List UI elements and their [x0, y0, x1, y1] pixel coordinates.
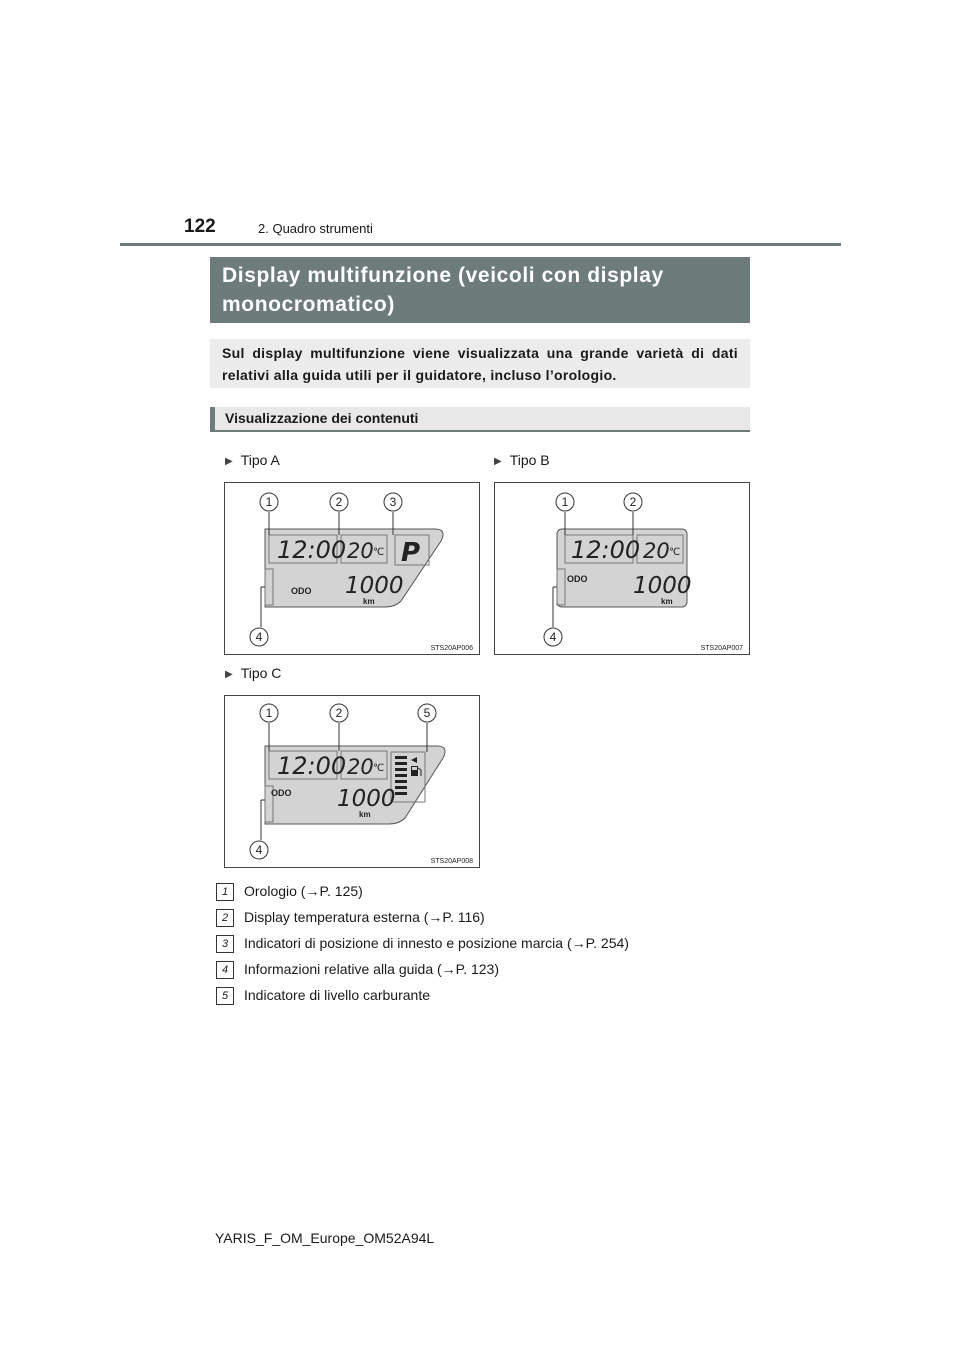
legend-item: [216, 958, 499, 980]
intro-text: Sul display multifunzione viene visualizzata una grande varietà di dati relativi alla guida utili per il guidatore, incluso l’orologio.: [210, 339, 750, 388]
odo-label: ODO: [271, 788, 292, 798]
section-title: Display multifunzione (veicoli con display monocromatico): [210, 257, 750, 323]
clock-readout: 12:00: [571, 536, 641, 564]
odometer-readout: 1000: [345, 573, 404, 599]
temperature-unit: ℃: [373, 763, 385, 774]
odo-label: ODO: [567, 574, 588, 584]
figure-code: STS20AP008: [430, 858, 473, 865]
temperature-unit: ℃: [669, 547, 681, 558]
clock-readout: 12:00: [277, 752, 347, 780]
legend-text: Indicatori di posizione di innesto e posizione marcia (→P. 254): [244, 935, 629, 951]
temperature-readout: 20: [347, 755, 374, 779]
figure-type-c: [224, 695, 480, 868]
callout-1: 1: [265, 706, 273, 720]
legend-number: 5: [216, 987, 234, 1005]
temperature-readout: 20: [347, 539, 374, 563]
callout-1: 1: [265, 495, 273, 509]
callout-4: 4: [549, 630, 557, 644]
callout-4: 4: [255, 843, 263, 857]
odometer-readout: 1000: [337, 786, 396, 812]
chapter-title: 2. Quadro strumenti: [258, 221, 373, 236]
type-b-label: ▶ Tipo B: [494, 452, 550, 468]
callout-3: 3: [389, 495, 397, 509]
legend-number: 1: [216, 883, 234, 901]
temperature-unit: ℃: [373, 547, 385, 558]
callout-2: 2: [629, 495, 637, 509]
gear-indicator: P: [401, 538, 421, 568]
legend-text: Informazioni relative alla guida (→P. 123): [244, 961, 499, 977]
triangle-bullet-icon: ▶: [225, 669, 233, 680]
callout-4: 4: [255, 630, 263, 644]
callout-2: 2: [335, 495, 343, 509]
page-number: 122: [184, 216, 216, 237]
distance-unit: km: [661, 597, 673, 606]
callout-5: 5: [423, 706, 431, 720]
figure-code: STS20AP007: [700, 645, 743, 652]
header-rule: [120, 243, 841, 246]
type-c-label: ▶ Tipo C: [225, 665, 282, 681]
legend-number: 3: [216, 935, 234, 953]
clock-readout: 12:00: [277, 536, 347, 564]
legend-item: [216, 932, 629, 954]
legend-number: 2: [216, 909, 234, 927]
odometer-readout: 1000: [633, 573, 692, 599]
figure-type-b: [494, 482, 750, 655]
callout-2: 2: [335, 706, 343, 720]
triangle-bullet-icon: ▶: [225, 456, 233, 467]
legend-text: Display temperatura esterna (→P. 116): [244, 909, 485, 925]
subsection-heading: Visualizzazione dei contenuti: [210, 407, 750, 432]
temperature-readout: 20: [643, 539, 670, 563]
distance-unit: km: [359, 810, 371, 819]
figure-code: STS20AP006: [430, 645, 473, 652]
distance-unit: km: [363, 597, 375, 606]
legend-item: [216, 984, 430, 1006]
callout-1: 1: [561, 495, 569, 509]
triangle-bullet-icon: ▶: [494, 456, 502, 467]
legend-text: Indicatore di livello carburante: [244, 987, 430, 1003]
legend-item: [216, 906, 485, 928]
type-a-label: ▶ Tipo A: [225, 452, 280, 468]
odo-label: ODO: [291, 586, 312, 596]
footer-document-id: YARIS_F_OM_Europe_OM52A94L: [215, 1230, 435, 1246]
legend-text: Orologio (→P. 125): [244, 883, 363, 899]
legend-item: [216, 880, 363, 902]
figure-type-a: [224, 482, 480, 655]
legend-number: 4: [216, 961, 234, 979]
